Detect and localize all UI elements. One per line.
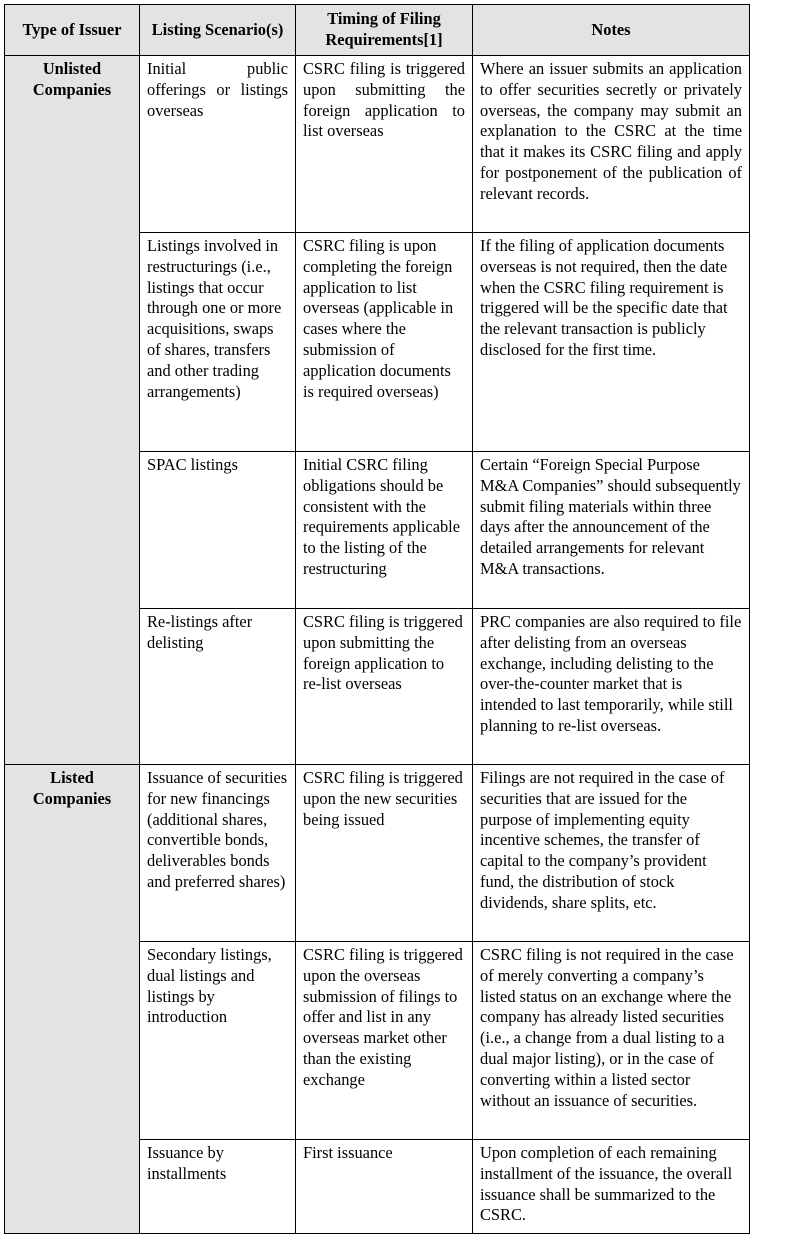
scenario-cell: SPAC listings: [140, 452, 296, 609]
scenario-cell: Secondary listings, dual listings and listings by introduction: [140, 942, 296, 1140]
header-listing-scenarios: Listing Scenario(s): [140, 5, 296, 56]
table-row: [5, 765, 750, 942]
notes-cell: Upon completion of each remaining installment of the issuance, the overall issuance shall be summarized to the CSRC.: [473, 1140, 750, 1234]
table-row: [5, 56, 750, 233]
notes-cell: Filings are not required in the case of securities that are issued for the purpose of implementing equity incentive schemes, the transfer of capital to the company’s provident fund, the distribution of stock dividends, share splits, etc.: [473, 765, 750, 942]
scenario-cell: Issuance by installments: [140, 1140, 296, 1234]
scenario-cell: Issuance of securities for new financings (additional shares, convertible bonds, deliverables bonds and preferred shares): [140, 765, 296, 942]
timing-cell: CSRC filing is triggered upon submitting the foreign application to re-list overseas: [296, 609, 473, 765]
scenario-cell: Re-listings after delisting: [140, 609, 296, 765]
scenario-cell: Initial public offerings or listings overseas: [140, 56, 296, 233]
notes-cell: Where an issuer submits an application to offer securities secretly or privately overseas, the company may submit an explanation to the CSRC at the time that it makes its CSRC filing and apply for postponement of the publication of relevant records.: [473, 56, 750, 233]
timing-cell: CSRC filing is upon completing the foreign application to list overseas (applicable in cases where the submission of application documents is required overseas): [296, 233, 473, 452]
timing-cell: Initial CSRC filing obligations should be consistent with the requirements applicable to the listing of the restructuring: [296, 452, 473, 609]
notes-cell: CSRC filing is not required in the case of merely converting a company’s listed status on an exchange where the company has already listed securities (i.e., a change from a dual listing to a dual major listing), or in the case of converting within a listed sector without an issuance of securities.: [473, 942, 750, 1140]
notes-cell: Certain “Foreign Special Purpose M&A Companies” should subsequently submit filing materials within three days after the announcement of the detailed arrangements for relevant M&A transactions.: [473, 452, 750, 609]
notes-cell: If the filing of application documents overseas is not required, then the date when the CSRC filing requirement is triggered will be the specific date that the relevant transaction is publicly disclosed for the first time.: [473, 233, 750, 452]
timing-cell: First issuance: [296, 1140, 473, 1234]
timing-cell: CSRC filing is triggered upon the new securities being issued: [296, 765, 473, 942]
filing-requirements-table: [4, 4, 750, 1234]
header-type-of-issuer: Type of Issuer: [5, 5, 140, 56]
header-notes: Notes: [473, 5, 750, 56]
notes-cell: PRC companies are also required to file after delisting from an overseas exchange, including delisting to the over-the-counter market that is intended to last temporarily, while still planning to re-list overseas.: [473, 609, 750, 765]
issuer-unlisted-companies: Unlisted Companies: [5, 56, 140, 765]
issuer-listed-companies: Listed Companies: [5, 765, 140, 1234]
header-timing: Timing of Filing Requirements[1]: [296, 5, 473, 56]
scenario-cell: Listings involved in restructurings (i.e., listings that occur through one or more acquisitions, swaps of shares, transfers and other trading arrangements): [140, 233, 296, 452]
timing-cell: CSRC filing is triggered upon the overseas submission of filings to offer and list in any overseas market other than the existing exchange: [296, 942, 473, 1140]
header-row: [5, 5, 750, 56]
timing-cell: CSRC filing is triggered upon submitting the foreign application to list overseas: [296, 56, 473, 233]
